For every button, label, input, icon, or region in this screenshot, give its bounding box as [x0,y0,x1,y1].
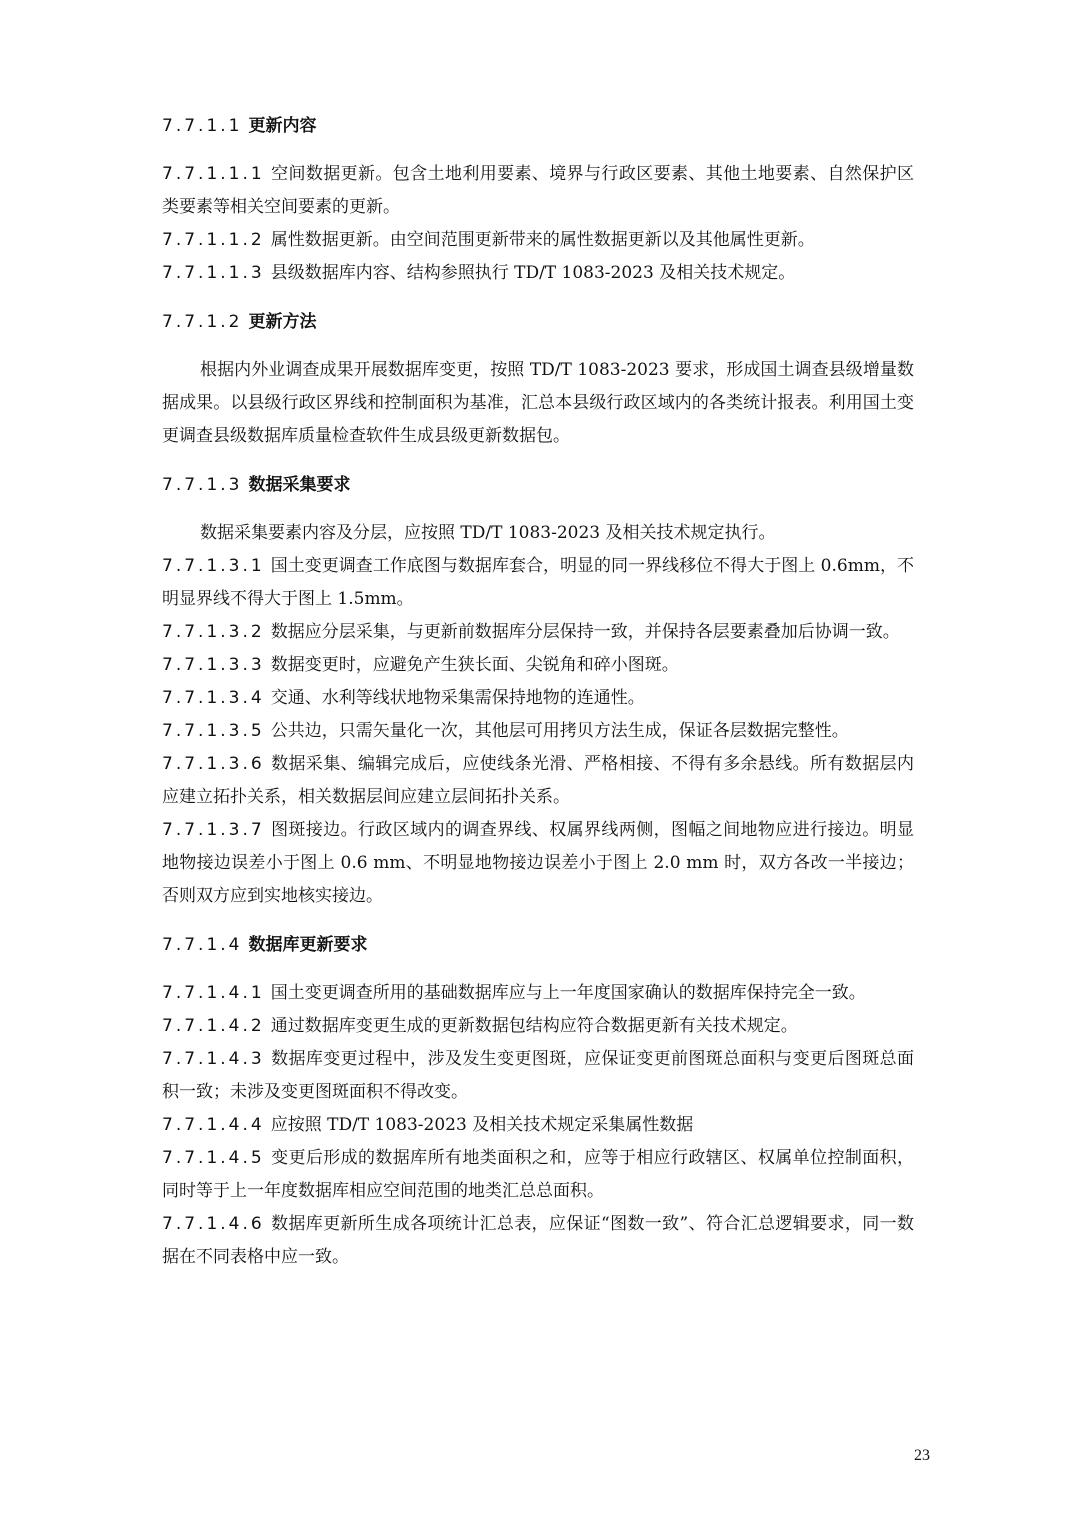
clause-7-7-1-3-1 [162,550,914,616]
page-number: 23 [914,1447,930,1464]
clause-number: 7.7.1.3.3 [162,655,265,675]
clause-text: 通过数据库变更生成的更新数据包结构应符合数据更新有关技术规定。 [270,1016,798,1036]
clause-7-7-1-4-3 [162,1043,914,1109]
clause-text: 数据库变更过程中，涉及发生变更图斑，应保证变更前图斑总面积与变更后图斑总面积一致；未涉及变更图斑面积不得改变。 [162,1049,914,1102]
clause-7-7-1-3-6 [162,748,914,814]
clause-7-7-1-4-2 [162,1010,914,1043]
clause-number: 7.7.1.4.5 [162,1148,265,1168]
clause-number: 7.7.1.3.2 [162,622,265,642]
clause-number: 7.7.1.4.3 [162,1049,265,1069]
section-number: 7.7.1.3 [162,475,243,495]
clause-number: 7.7.1.1.3 [162,263,265,283]
clause-text: 图斑接边。行政区域内的调查界线、权属界线两侧，图幅之间地物应进行接边。明显地物接边误差小于图上 0.6 mm、不明显地物接边误差小于图上 2.0 mm 时，双方各改一半接边；否则双方应到实地核实接边。 [162,820,914,906]
clause-text: 变更后形成的数据库所有地类面积之和，应等于相应行政辖区、权属单位控制面积，同时等于上一年度数据库相应空间范围的地类汇总总面积。 [162,1148,914,1201]
section-title: 更新方法 [248,312,317,332]
clause-number: 7.7.1.3.4 [162,688,265,708]
clause-7-7-1-1-2 [162,224,914,257]
clause-text: 数据采集、编辑完成后，应使线条光滑、严格相接、不得有多余悬线。所有数据层内应建立拓扑关系，相关数据层间应建立层间拓扑关系。 [162,754,914,807]
clause-number: 7.7.1.3.7 [162,820,265,840]
clause-7-7-1-3-4 [162,682,914,715]
clause-7-7-1-1-3 [162,257,914,290]
update-method-paragraph: 根据内外业调查成果开展数据库变更，按照 TD/T 1083-2023 要求，形成国土调查县级增量数据成果。以县级行政区界线和控制面积为基准，汇总本县级行政区域内的各类统计报表。利用国土变更调查县级数据库质量检查软件生成县级更新数据包。 [162,360,914,446]
clause-7-7-1-4-4 [162,1109,914,1142]
document-body [162,112,914,1274]
clause-number: 7.7.1.3.5 [162,721,265,741]
section-number: 7.7.1.4 [162,935,243,955]
section-title: 更新内容 [248,116,317,136]
clause-text: 国土变更调查工作底图与数据库套合，明显的同一界线移位不得大于图上 0.6mm，不明显界线不得大于图上 1.5mm。 [162,556,914,609]
clause-text: 数据应分层采集，与更新前数据库分层保持一致，并保持各层要素叠加后协调一致。 [270,622,900,642]
clause-number: 7.7.1.4.4 [162,1115,265,1135]
clause-7-7-1-3-5 [162,715,914,748]
section-heading-7-7-1-4 [162,931,914,959]
section-number: 7.7.1.2 [162,312,243,332]
clause-text: 数据变更时，应避免产生狭长面、尖锐角和碎小图斑。 [270,655,679,675]
section-heading-7-7-1-3 [162,471,914,499]
clause-number: 7.7.1.3.1 [162,556,265,576]
section-title: 数据库更新要求 [248,935,368,955]
data-collection-paragraph: 数据采集要素内容及分层，应按照 TD/T 1083-2023 及相关技术规定执行。 [200,523,776,543]
clause-text: 县级数据库内容、结构参照执行 TD/T 1083-2023 及相关技术规定。 [270,263,796,283]
clause-text: 国土变更调查所用的基础数据库应与上一年度国家确认的数据库保持完全一致。 [270,983,866,1003]
clause-number: 7.7.1.4.2 [162,1016,265,1036]
clause-number: 7.7.1.3.6 [162,754,265,774]
section-title: 数据采集要求 [248,475,351,495]
clause-text: 应按照 TD/T 1083-2023 及相关技术规定采集属性数据 [270,1115,694,1135]
clause-7-7-1-4-1 [162,977,914,1010]
clause-number: 7.7.1.4.1 [162,983,265,1003]
clause-text: 数据库更新所生成各项统计汇总表，应保证“图数一致”、符合汇总逻辑要求，同一数据在不同表格中应一致。 [162,1214,914,1267]
clause-text: 交通、水利等线状地物采集需保持地物的连通性。 [270,688,645,708]
clause-7-7-1-3-3 [162,649,914,682]
clause-number: 7.7.1.1.1 [162,164,265,184]
clause-text: 公共边，只需矢量化一次，其他层可用拷贝方法生成，保证各层数据完整性。 [270,721,849,741]
clause-7-7-1-3-2 [162,616,914,649]
section-heading-7-7-1-2 [162,308,914,336]
clause-number: 7.7.1.1.2 [162,230,265,250]
clause-7-7-1-4-6 [162,1208,914,1274]
clause-7-7-1-1-1 [162,158,914,224]
section-number: 7.7.1.1 [162,116,243,136]
clause-7-7-1-4-5 [162,1142,914,1208]
clause-text: 属性数据更新。由空间范围更新带来的属性数据更新以及其他属性更新。 [270,230,815,250]
clause-7-7-1-3-7 [162,814,914,913]
clause-text: 空间数据更新。包含土地利用要素、境界与行政区要素、其他土地要素、自然保护区类要素等相关空间要素的更新。 [162,164,914,217]
section-heading-7-7-1-1 [162,112,914,140]
clause-number: 7.7.1.4.6 [162,1214,265,1234]
